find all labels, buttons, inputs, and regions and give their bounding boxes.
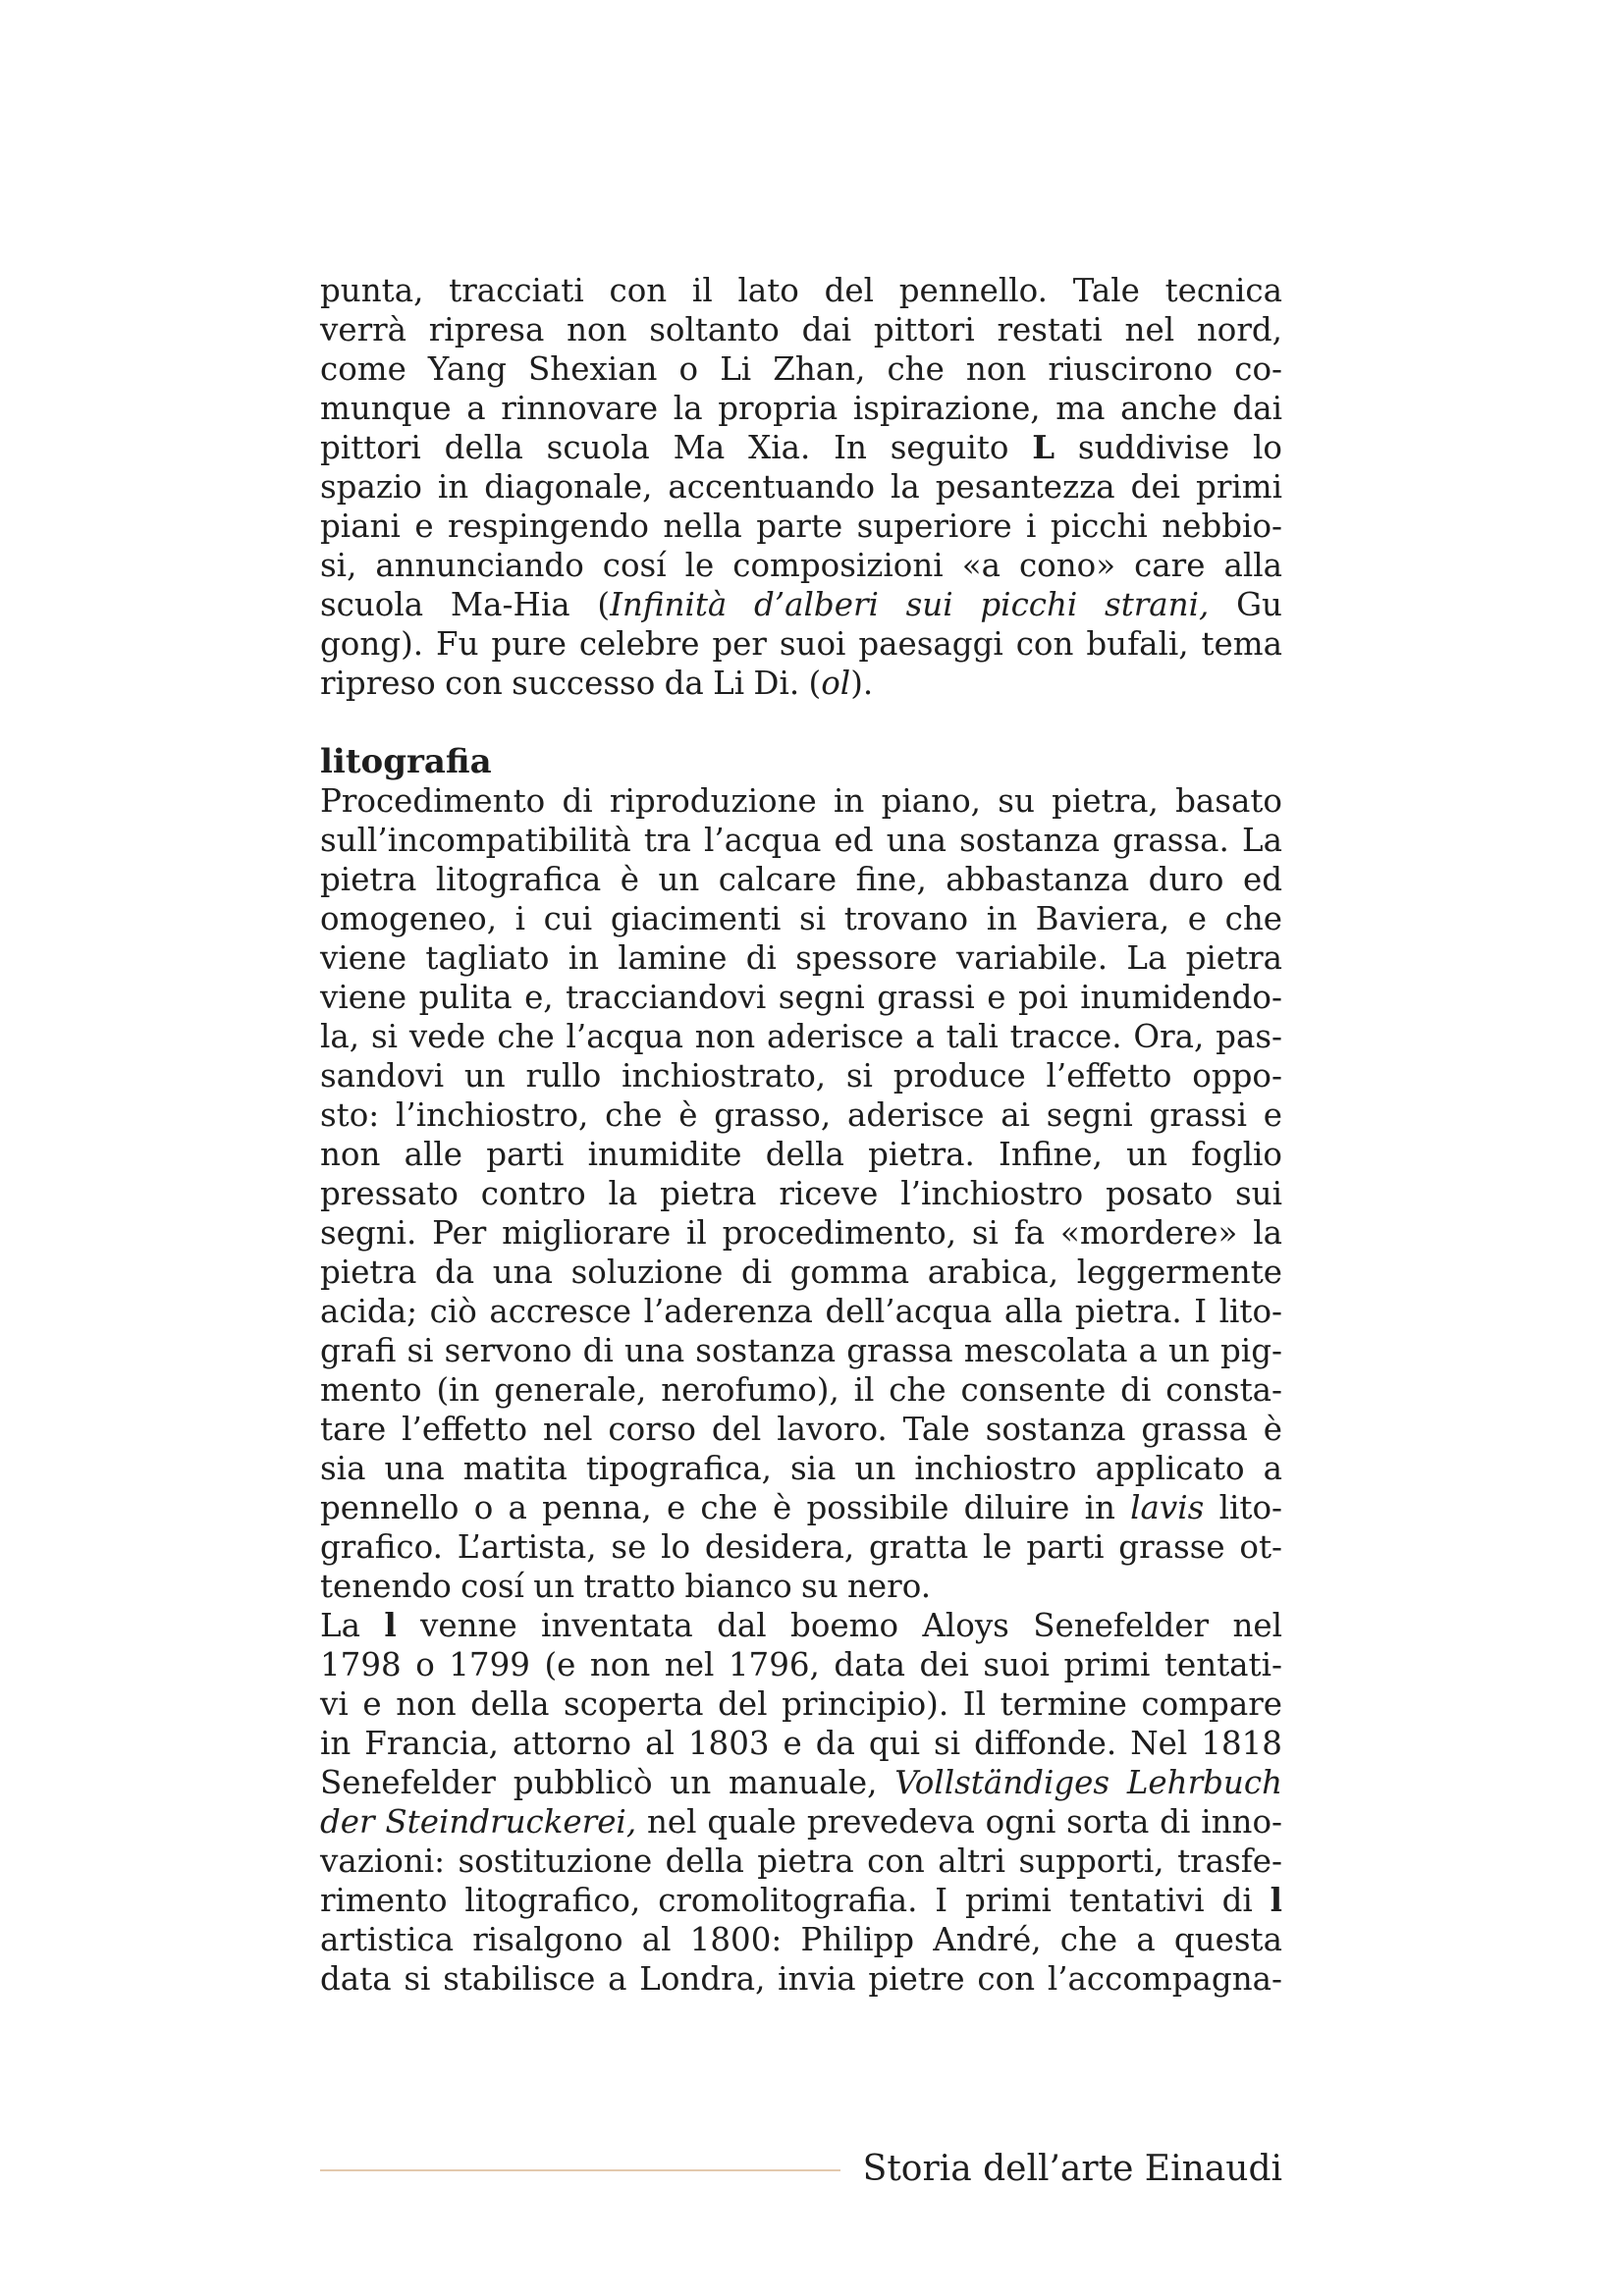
entry-abbreviation: l [1270, 1881, 1282, 1919]
text-line: come Yang Shexian o Li Zhan, che non riuscirono co- [320, 350, 1282, 388]
text-line: piani e respingendo nella parte superiore i picchi nebbio- [320, 507, 1282, 545]
text-line: munque a rinnovare la propria ispirazione, ma anche dai [320, 390, 1282, 427]
text-line: viene tagliato in lamine di spessore variabile. La pietra [320, 939, 1282, 977]
footer-title: Storia dell’arte Einaudi [862, 2149, 1282, 2189]
text-line: vi e non della scoperta del principio). Il termine compare [320, 1685, 1282, 1723]
footer-rule [320, 2169, 840, 2171]
text-line: mento (in generale, nerofumo), il che consente di consta- [320, 1371, 1282, 1409]
text-line: omogeneo, i cui giacimenti si trovano in Baviera, e che [320, 900, 1282, 937]
italic-title: lavis [1130, 1489, 1205, 1526]
italic-title: ol [821, 665, 851, 702]
text-line: la, si vede che l’acqua non aderisce a tali tracce. Ora, pas- [320, 1018, 1282, 1055]
text-line: grafico. L’artista, se lo desidera, gratta le parti grasse ot- [320, 1528, 1282, 1566]
entry-abbreviation: l [384, 1606, 397, 1644]
italic-title: Infinità d’alberi sui picchi strani, [610, 586, 1210, 623]
text-line: verrà ripresa non soltanto dai pittori restati nel nord, [320, 311, 1282, 348]
text-line: pressato contro la pietra riceve l’inchiostro posato sui [320, 1175, 1282, 1212]
text-line: viene pulita e, tracciandovi segni grassi e poi inumidendo- [320, 979, 1282, 1016]
text-line: sto: l’inchiostro, che è grasso, aderisce ai segni grassi e [320, 1096, 1282, 1134]
text-line: gong). Fu pure celebre per suoi paesaggi con bufali, tema [320, 625, 1282, 663]
entry-heading: litografia [320, 742, 492, 781]
text-line: acida; ciò accresce l’aderenza dell’acqua alla pietra. I lito- [320, 1293, 1282, 1330]
text-line: der Steindruckerei, nel quale prevedeva ogni sorta di inno- [320, 1803, 1282, 1841]
text-line: Procedimento di riproduzione in piano, su pietra, basato [320, 782, 1282, 820]
text-line: scuola Ma-Hia (Infinità d’alberi sui picchi strani, Gu [320, 586, 1282, 623]
text-line: data si stabilisce a Londra, invia pietre con l’accompagna- [320, 1960, 1282, 1998]
text-line: pietra da una soluzione di gomma arabica, leggermente [320, 1254, 1282, 1291]
entry-body [320, 781, 1282, 1999]
text-line: si, annunciando cosí le composizioni «a cono» care alla [320, 547, 1282, 584]
text-line: sull’incompatibilità tra l’acqua ed una sostanza grassa. La [320, 822, 1282, 859]
text-line: spazio in diagonale, accentuando la pesantezza dei primi [320, 468, 1282, 506]
text-line: tare l’effetto nel corso del lavoro. Tale sostanza grassa è [320, 1411, 1282, 1448]
text-line: rimento litografico, cromolitografia. I primi tentativi di l [320, 1881, 1282, 1919]
italic-title: der Steindruckerei, [320, 1803, 637, 1841]
text-line: 1798 o 1799 (e non nel 1796, data dei suoi primi tentati- [320, 1646, 1282, 1683]
text-line: grafi si servono di una sostanza grassa mescolata a un pig- [320, 1332, 1282, 1369]
text-line: in Francia, attorno al 1803 e da qui si diffonde. Nel 1818 [320, 1725, 1282, 1762]
text-line: non alle parti inumidite della pietra. Infine, un foglio [320, 1136, 1282, 1173]
text-column [320, 271, 1282, 1999]
text-line: artistica risalgono al 1800: Philipp André, che a questa [320, 1921, 1282, 1958]
text-line: punta, tracciati con il lato del pennello. Tale tecnica [320, 272, 1282, 309]
text-line: Senefelder pubblicò un manuale, Vollständiges Lehrbuch [320, 1764, 1283, 1801]
entry-continuation-paragraph [320, 271, 1282, 703]
body-paragraph [320, 781, 1282, 1606]
text-line: sandovi un rullo inchiostrato, si produce l’effetto oppo- [320, 1057, 1282, 1095]
italic-title: Vollständiges Lehrbuch [894, 1764, 1283, 1801]
text-line: sia una matita tipografica, sia un inchiostro applicato a [320, 1450, 1282, 1487]
text-line: tenendo cosí un tratto bianco su nero. [320, 1568, 932, 1605]
text-line: ripreso con successo da Li Di. (ol). [320, 665, 874, 702]
entry-abbreviation: L [1032, 428, 1055, 466]
text-line: vazioni: sostituzione della pietra con altri supporti, trasfe- [320, 1842, 1282, 1880]
body-paragraph [320, 1606, 1282, 1999]
text-line: pittori della scuola Ma Xia. In seguito L suddivise lo [320, 428, 1282, 466]
text-line: pennello o a penna, e che è possibile diluire in lavis lito- [320, 1489, 1282, 1526]
text-line: pietra litografica è un calcare fine, abbastanza duro ed [320, 861, 1282, 898]
text-line: La l venne inventata dal boemo Aloys Senefelder nel [320, 1606, 1282, 1644]
text-line: segni. Per migliorare il procedimento, si fa «mordere» la [320, 1214, 1282, 1252]
